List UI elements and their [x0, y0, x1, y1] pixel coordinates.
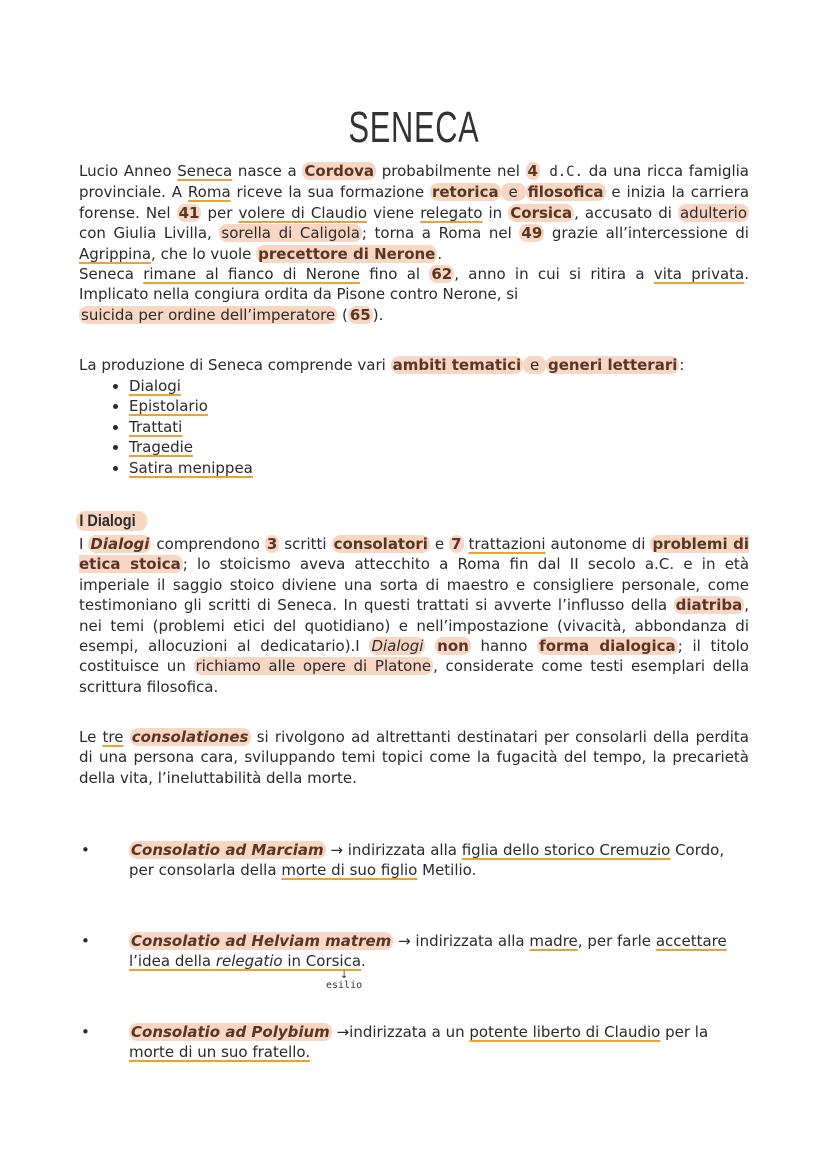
text-run: comprendono — [151, 535, 265, 553]
consolationes-paragraph — [79, 727, 749, 788]
text-run: , per farle — [577, 932, 656, 950]
text-run: e — [525, 356, 544, 374]
text-run: vita privata — [653, 265, 745, 283]
text-run: richiamo alle opere di Platone — [195, 657, 432, 676]
text-run: accettare l’idea della — [129, 932, 727, 971]
text-run: → indirizzata alla — [325, 841, 462, 859]
production-intro — [79, 355, 749, 375]
text-run: viene — [367, 203, 421, 222]
text-run: La produzione di Seneca comprende vari — [79, 356, 391, 374]
section-heading-dialogi: I Dialogi — [76, 511, 148, 531]
text-run — [124, 728, 130, 746]
genres-list — [79, 376, 529, 478]
text-run — [425, 637, 435, 655]
bullet-icon: • — [81, 1023, 90, 1041]
text-run: problemi di etica stoica — [79, 535, 749, 574]
bio-paragraph-2 — [79, 264, 749, 325]
text-run: per la — [660, 1023, 709, 1041]
bullet-icon: • — [81, 932, 90, 950]
text-run: consolationes — [131, 728, 249, 746]
text-run: relegato — [420, 203, 483, 222]
text-run: nasce a — [232, 162, 303, 180]
text-run: →indirizzata a un — [331, 1023, 470, 1041]
text-run: : — [679, 356, 685, 374]
dialogi-paragraph — [79, 534, 749, 697]
text-run: non — [437, 637, 469, 656]
text-run: retorica — [431, 183, 499, 202]
text-run: . — [361, 952, 366, 971]
text-run: Roma — [187, 183, 231, 202]
text-run: morte di un suo fratello. — [129, 1043, 311, 1062]
page-title: SENECA — [348, 103, 480, 152]
list-item: • Satira menippea — [129, 458, 529, 478]
text-run: filosofica — [527, 183, 604, 202]
text-run: 4 — [527, 162, 538, 180]
text-run: figlia dello storico Cremuzio — [461, 841, 671, 859]
bullet-icon: • — [81, 841, 90, 859]
list-item: • Epistolario — [129, 396, 529, 416]
text-run: probabilmente nel — [376, 162, 526, 180]
text-run: . — [437, 244, 443, 263]
text-run: in Corsica — [282, 952, 362, 971]
text-run: scritti — [279, 535, 332, 553]
text-run: madre — [529, 932, 578, 950]
text-run: volere di Claudio — [238, 203, 368, 222]
text-run: generi letterari — [547, 356, 678, 374]
text-run: 3 — [266, 535, 278, 553]
text-run: morte di suo figlio — [281, 861, 418, 880]
handwritten-note: esilio — [326, 980, 363, 991]
text-run: , considerate come testi esemplari della scrittura filosofica. — [79, 657, 750, 696]
text-run: Consolatio ad Marciam — [131, 841, 324, 859]
text-run: 7 — [451, 535, 462, 553]
text-run: ). — [372, 305, 384, 324]
text-run: relegatio — [215, 952, 283, 971]
text-run: Agrippina — [79, 244, 152, 263]
text-run: Metilio. — [417, 861, 477, 880]
list-item: • Dialogi — [129, 376, 529, 396]
text-run: grazie all’intercessione di — [544, 224, 749, 243]
text-run: 65 — [349, 305, 371, 324]
text-run: ; torna a Roma nel — [361, 224, 520, 243]
consolatio-item-helviam — [81, 931, 753, 972]
text-run: con Giulia Livilla, — [79, 224, 220, 243]
text-run: e — [429, 535, 450, 553]
text-run: Dialogi — [90, 535, 150, 553]
text-run: in — [482, 203, 509, 222]
text-run: sorella di Caligola — [221, 224, 360, 243]
text-run: Lucio Anneo — [79, 162, 178, 180]
list-item: • Trattati — [129, 417, 529, 437]
text-run: autonome di — [545, 535, 651, 553]
text-run: . Implicato nella congiura ordita da Pisone contro Nerone, si — [79, 265, 750, 304]
text-run: Seneca — [79, 265, 144, 283]
text-run: , accusato di — [574, 203, 678, 222]
text-run: , nei temi (problemi etici del quotidiano) e nell’impostazione (vivacità, abbondanza di esempi, allocuzioni al dedicatario).I — [79, 596, 749, 656]
text-run: consolatori — [333, 535, 428, 553]
text-run: Le — [79, 728, 103, 746]
text-run: fino al — [360, 265, 430, 283]
text-run: precettore di Nerone — [258, 244, 436, 263]
text-run: , che lo vuole — [151, 244, 257, 263]
text-run: si rivolgono ad altrettanti destinatari per consolarli della perdita di una persona cara, sviluppando temi topici come la fugacità del tempo, la precarietà della vita, l’ineluttabilità della morte. — [79, 728, 749, 787]
text-run: I — [79, 535, 89, 553]
text-run: 41 — [178, 203, 200, 222]
text-run: tre — [102, 728, 124, 746]
text-run: Corsica — [510, 203, 573, 222]
text-run: → indirizzata alla — [393, 932, 530, 950]
text-run: diatriba — [675, 596, 743, 615]
text-run: 49 — [521, 224, 543, 243]
text-run: Consolatio ad Helviam matrem — [131, 932, 392, 950]
text-run: riceve la sua formazione — [230, 183, 430, 202]
text-run: Consolatio ad Polybium — [131, 1023, 330, 1041]
text-run: Cordova — [304, 162, 375, 180]
text-run: adulterio — [679, 203, 747, 222]
consolatio-item-polybium — [81, 1022, 753, 1063]
text-run: e inizia la carriera forense. Nel — [79, 183, 750, 222]
text-run: rimane al fianco di Nerone — [143, 265, 361, 283]
text-run: Dialogi — [371, 637, 424, 656]
text-run: ambiti tematici — [392, 356, 522, 374]
list-item: • Tragedie — [129, 437, 529, 457]
text-run: trattazioni — [468, 535, 546, 553]
text-run: 62 — [431, 265, 453, 283]
text-run: Cordo, per consolarla della — [129, 841, 725, 880]
text-run: , anno in cui si ritira a — [454, 265, 654, 283]
bio-paragraph-1 — [79, 161, 749, 264]
text-run: suicida per ordine dell’imperatore — [81, 305, 336, 324]
consolatio-item-marciam — [81, 840, 753, 881]
text-run: forma dialogica — [539, 637, 676, 656]
text-run: e — [502, 183, 524, 202]
text-run: da una ricca famiglia provinciale. A — [79, 162, 749, 202]
text-run: Seneca — [177, 162, 233, 180]
text-run: potente liberto di Claudio — [469, 1023, 661, 1041]
text-run: d.C. — [539, 164, 584, 180]
text-run: ( — [337, 305, 348, 324]
text-run: per — [201, 203, 239, 222]
arrow-icon: ↓ — [340, 970, 349, 981]
text-run: ; il titolo costituisce un — [79, 637, 749, 676]
text-run: hanno — [470, 637, 538, 656]
text-run: ; lo stoicismo aveva attecchito a Roma fin dal II secolo a.C. e in età imperiale il saggio stoico diviene una sorta di maestro e consigliere personale, come testimoniano gli scritti di Seneca. In questi trattati si avverte l’influsso della — [79, 555, 750, 615]
